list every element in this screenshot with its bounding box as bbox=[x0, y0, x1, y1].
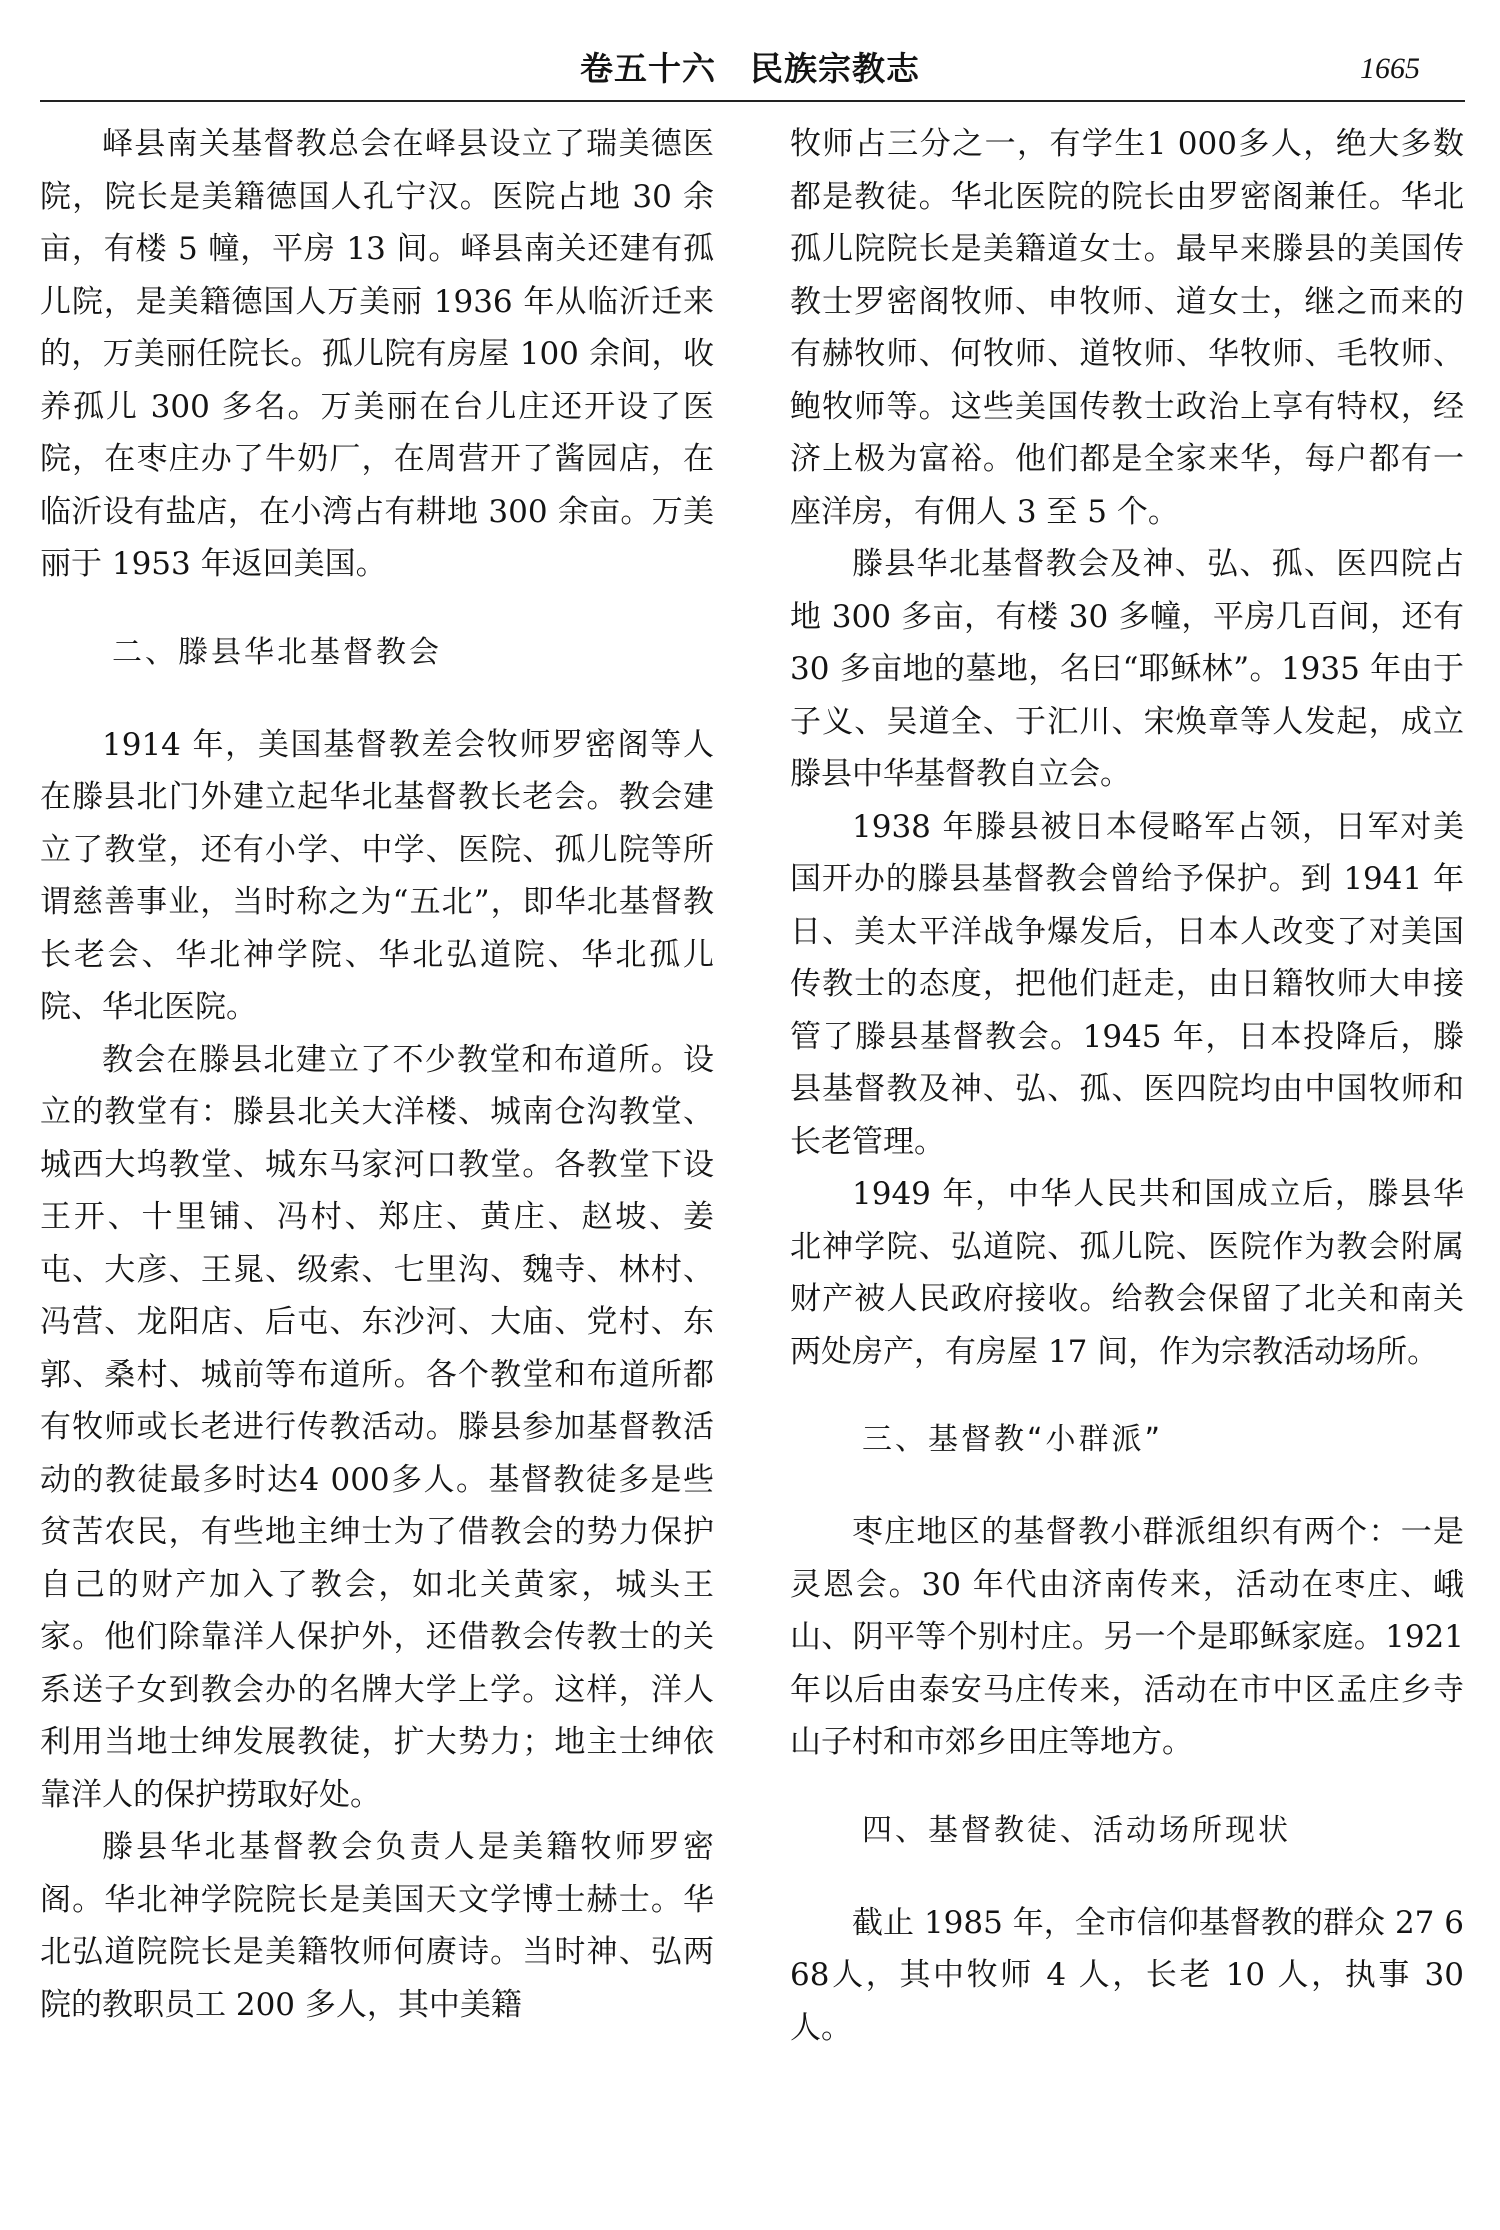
section-heading: 二、滕县华北基督教会 bbox=[112, 634, 442, 670]
right-column bbox=[790, 118, 1464, 2208]
paragraph: 滕县华北基督教会负责人是美籍牧师罗密阁。华北神学院院长是美国天文学博士赫士。华北弘道院院长是美籍牧师何赓诗。当时神、弘两院的教职员工 200 多人，其中美籍 bbox=[40, 1829, 714, 2023]
paragraph: 1914 年，美国基督教差会牧师罗密阁等人在滕县北门外建立起华北基督教长老会。教会建立了教堂，还有小学、中学、医院、孤儿院等所谓慈善事业，当时称之为“五北”，即华北基督教长老会、华北神学院、华北弘道院、华北孤儿院、华北医院。 bbox=[40, 726, 714, 1025]
paragraph: 滕县华北基督教会及神、弘、孤、医四院占地 300 多亩，有楼 30 多幢，平房几百间，还有 30 多亩地的墓地，名曰“耶稣林”。1935 年由于子义、吴道全、于汇川、宋焕章等人发起，成立滕县中华基督教自立会。 bbox=[790, 546, 1464, 792]
paragraph: 教会在滕县北建立了不少教堂和布道所。设立的教堂有：滕县北关大洋楼、城南仓沟教堂、城西大坞教堂、城东马家河口教堂。各教堂下设王开、十里铺、冯村、郑庄、黄庄、赵坡、姜屯、大彦、王晁、级索、七里沟、魏寺、林村、冯营、龙阳店、后屯、东沙河、大庙、党村、东郭、桑村、城前等布道所。各个教堂和布道所都有牧师或长老进行传教活动。滕县参加基督教活动的教徒最多时达4 000多人。基督教徒多是些贫苦农民，有些地主绅士为了借教会的势力保护自己的财产加入了教会，如北关黄家，城头王家。他们除靠洋人保护外，还借教会传教士的关系送子女到教会办的名牌大学上学。这样，洋人利用当地士绅发展教徒，扩大势力；地主士绅依靠洋人的保护捞取好处。 bbox=[40, 1041, 714, 1813]
paragraph: 枣庄地区的基督教小群派组织有两个：一是灵恩会。30 年代由济南传来，活动在枣庄、峨山、阴平等个别村庄。另一个是耶稣家庭。1921 年以后由泰安马庄传来，活动在市中区孟庄乡寺山子村和市郊乡田庄等地方。 bbox=[790, 1514, 1464, 1760]
paragraph: 1949 年，中华人民共和国成立后，滕县华北神学院、弘道院、孤儿院、医院作为教会附属财产被人民政府接收。给教会保留了北关和南关两处房产，有房屋 17 间，作为宗教活动场所。 bbox=[790, 1176, 1464, 1370]
paragraph-continued: 牧师占三分之一，有学生1 000多人，绝大多数都是教徒。华北医院的院长由罗密阁兼任。华北孤儿院院长是美籍道女士。最早来滕县的美国传教士罗密阁牧师、申牧师、道女士，继之而来的有赫牧师、何牧师、道牧师、华牧师、毛牧师、鲍牧师等。这些美国传教士政治上享有特权，经济上极为富裕。他们都是全家来华，每户都有一座洋房，有佣人 3 至 5 个。 bbox=[790, 126, 1464, 530]
paragraph: 截止 1985 年，全市信仰基督教的群众 27 668人，其中牧师 4 人，长老 10 人，执事 30 人。 bbox=[790, 1904, 1464, 2046]
header-rule bbox=[40, 100, 1465, 102]
section-heading: 三、基督教“小群派” bbox=[862, 1422, 1164, 1457]
left-column bbox=[40, 118, 714, 2208]
paragraph: 峄县南关基督教总会在峄县设立了瑞美德医院，院长是美籍德国人孔宁汉。医院占地 30 余亩，有楼 5 幢，平房 13 间。峄县南关还建有孤儿院，是美籍德国人万美丽 1936 年从临沂迁来的，万美丽任院长。孤儿院有房屋 100 余间，收养孤儿 300 多名。万美丽在台儿庄还开设了医院，在枣庄办了牛奶厂，在周营开了酱园店，在临沂设有盐店，在小湾占有耕地 300 余亩。万美丽于 1953 年返回美国。 bbox=[40, 126, 714, 582]
paragraph: 1938 年滕县被日本侵略军占领，日军对美国开办的滕县基督教会曾给予保护。到 1941 年日、美太平洋战争爆发后，日本人改变了对美国传教士的态度，把他们赶走，由日籍牧师大申接管了滕县基督教会。1945 年，日本投降后，滕县基督教及神、弘、孤、医四院均由中国牧师和长老管理。 bbox=[790, 808, 1464, 1160]
page-number: 1665 bbox=[1360, 52, 1420, 85]
running-title: 卷五十六 民族宗教志 bbox=[580, 49, 920, 88]
section-heading: 四、基督教徒、活动场所现状 bbox=[862, 1812, 1291, 1848]
page-header bbox=[40, 44, 1460, 94]
